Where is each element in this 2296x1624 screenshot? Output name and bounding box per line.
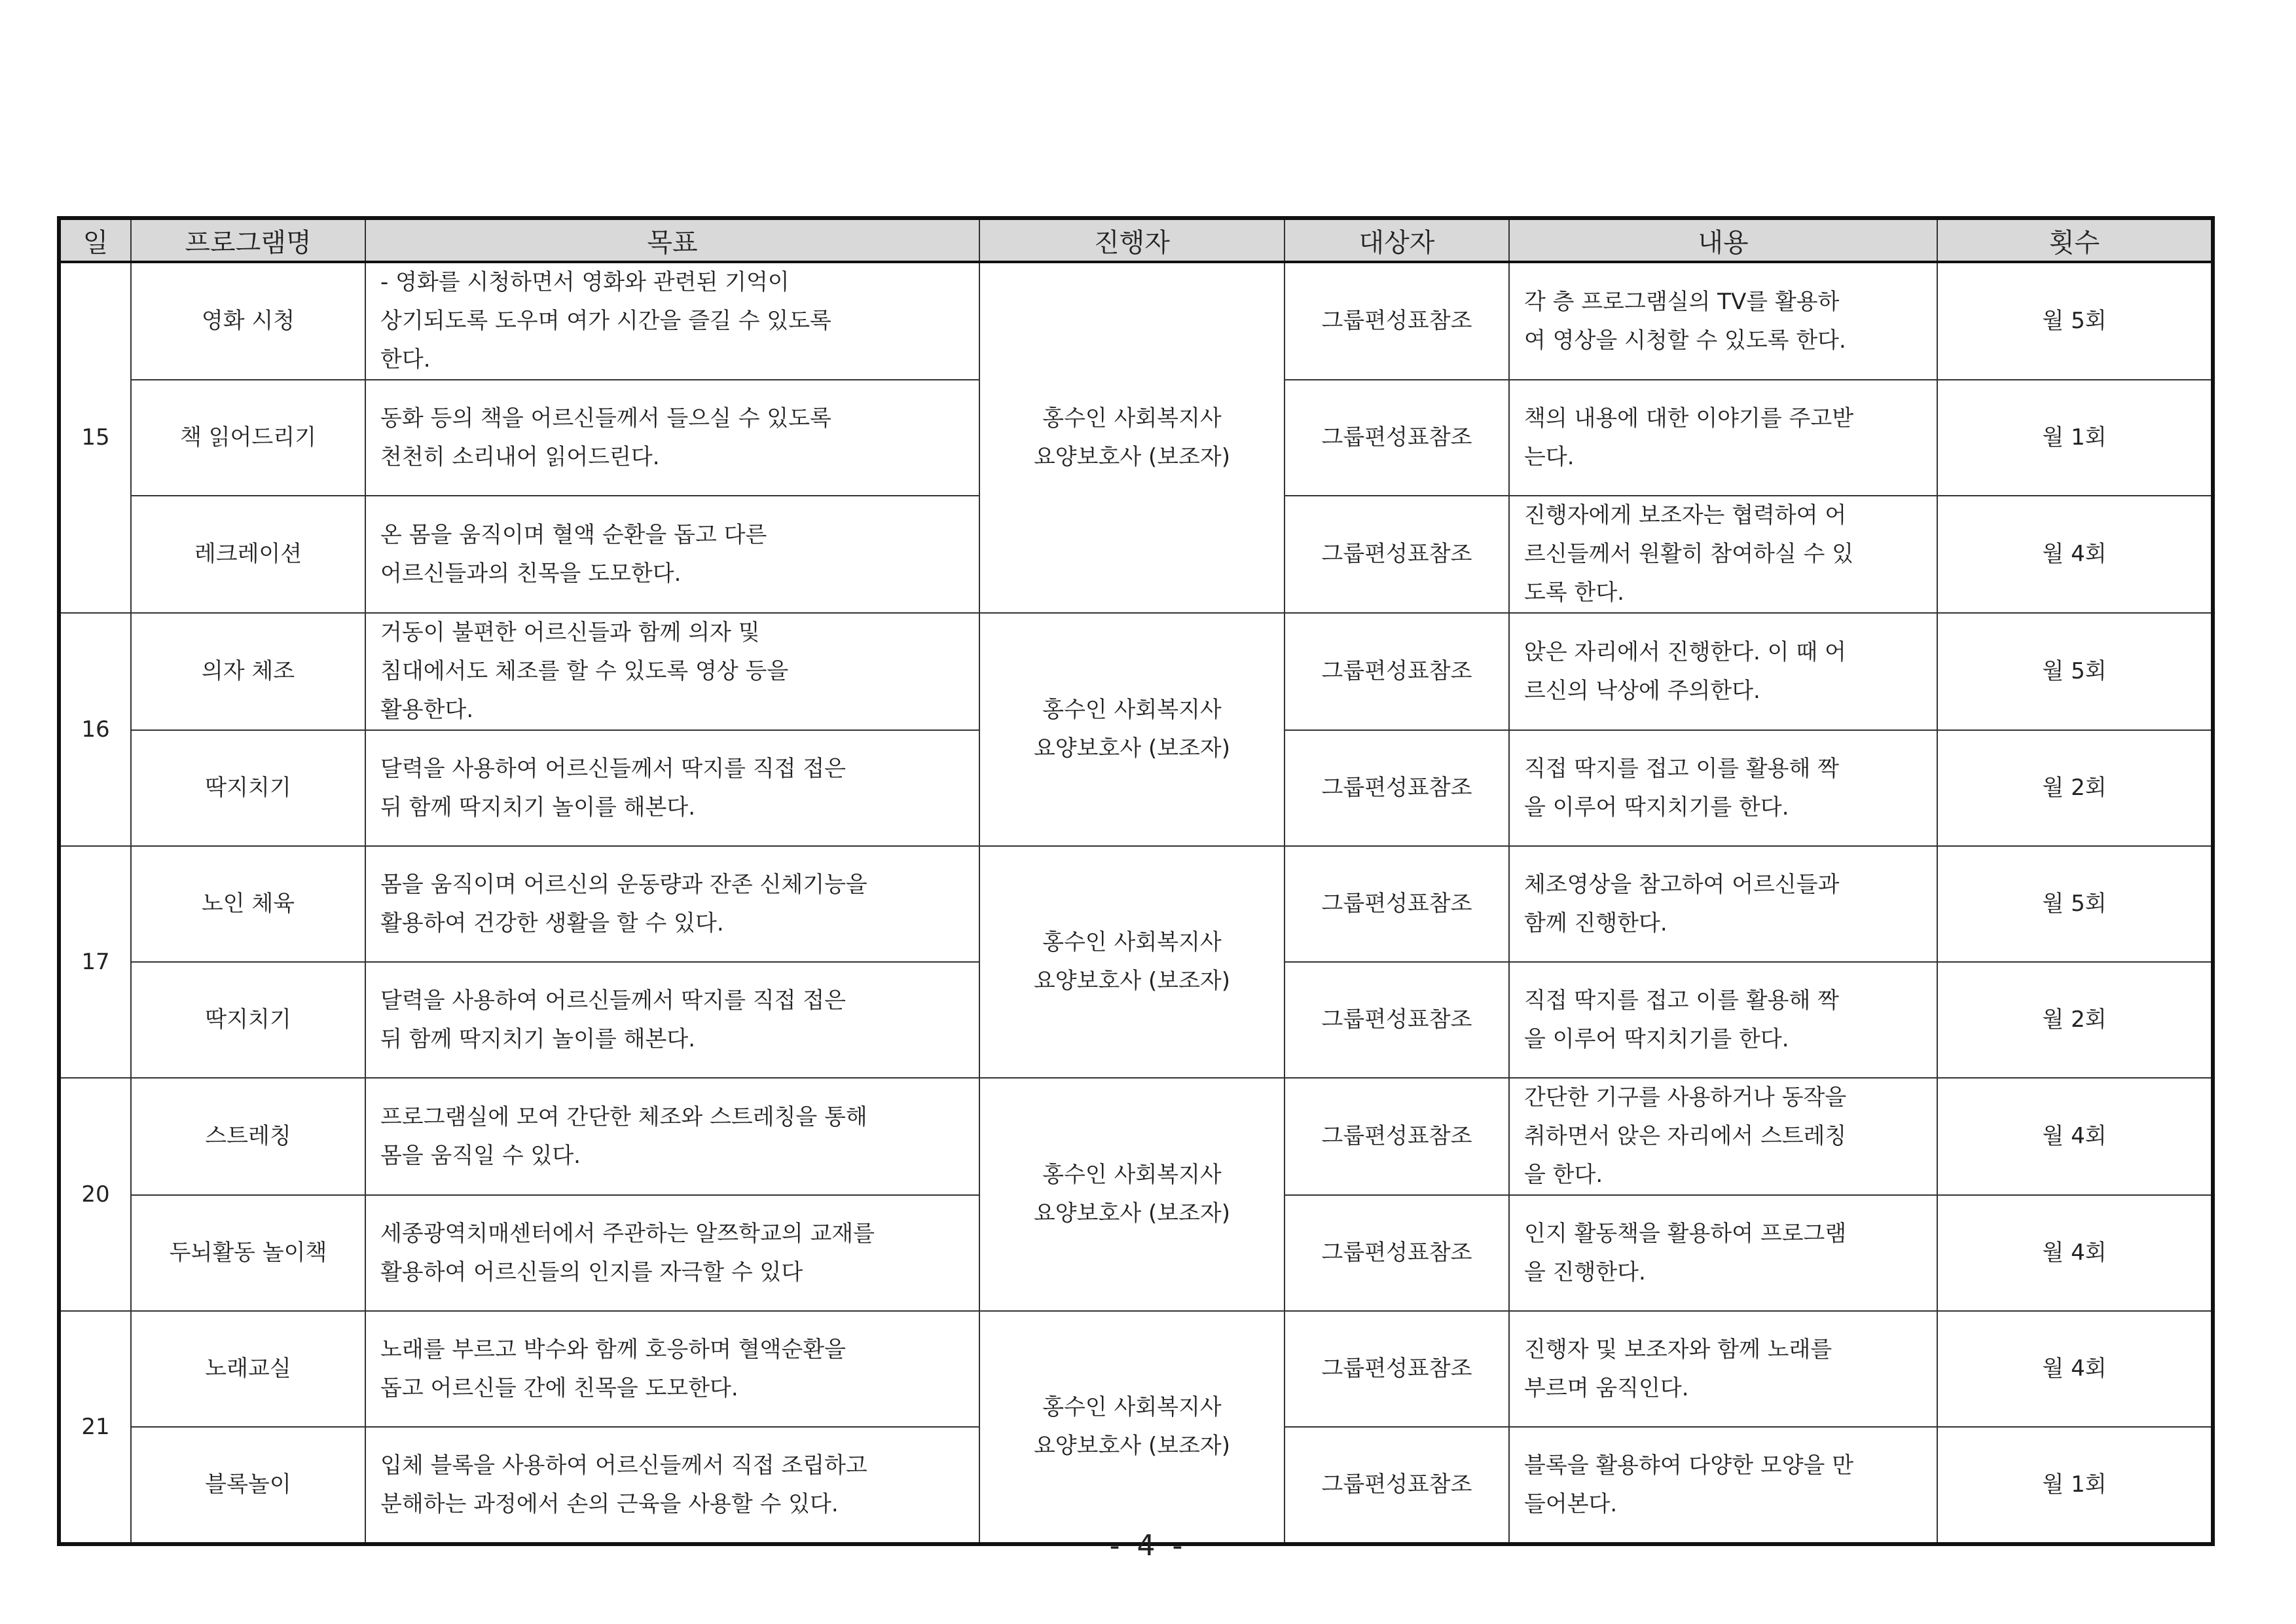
header-count: 횟수 [1937,218,2213,262]
goal-cell: - 영화를 시청하면서 영화와 관련된 기억이 상기되도록 도우며 여가 시간을 즐길 수 있도록 한다. [365,262,979,380]
target-cell: 그룹편성표참조 [1285,1078,1509,1195]
target-cell: 그룹편성표참조 [1285,846,1509,962]
count-cell: 월 4회 [1937,1195,2213,1311]
program-name-cell: 책 읽어드리기 [131,380,365,496]
day-cell: 16 [59,613,131,846]
program-name-cell: 노인 체육 [131,846,365,962]
goal-cell: 달력을 사용하여 어르신들께서 딱지를 직접 접은 뒤 함께 딱지치기 놀이를 해본다. [365,730,979,846]
count-cell: 월 5회 [1937,262,2213,380]
leader-cell: 홍수인 사회복지사 요양보호사 (보조자) [979,1311,1285,1544]
goal-cell: 노래를 부르고 박수와 함께 호응하며 혈액순환을 돕고 어르신들 간에 친목을 도모한다. [365,1311,979,1427]
count-cell: 월 5회 [1937,613,2213,730]
goal-cell: 거동이 불편한 어르신들과 함께 의자 및 침대에서도 체조를 할 수 있도록 영상 등을 활용한다. [365,613,979,730]
target-cell: 그룹편성표참조 [1285,262,1509,380]
program-schedule-table [57,216,2215,1546]
program-name-cell: 노래교실 [131,1311,365,1427]
count-cell: 월 2회 [1937,730,2213,846]
goal-cell: 프로그램실에 모여 간단한 체조와 스트레칭을 통해 몸을 움직일 수 있다. [365,1078,979,1195]
leader-cell: 홍수인 사회복지사 요양보호사 (보조자) [979,613,1285,846]
target-cell: 그룹편성표참조 [1285,380,1509,496]
header-content: 내용 [1509,218,1937,262]
table-row [59,846,2213,962]
leader-cell: 홍수인 사회복지사 요양보호사 (보조자) [979,1078,1285,1311]
header-day: 일 [59,218,131,262]
day-cell: 15 [59,262,131,613]
goal-cell: 동화 등의 책을 어르신들께서 들으실 수 있도록 천천히 소리내어 읽어드린다. [365,380,979,496]
target-cell: 그룹편성표참조 [1285,613,1509,730]
table-row [59,613,2213,730]
content-cell: 진행자 및 보조자와 함께 노래를 부르며 움직인다. [1509,1311,1937,1427]
content-cell: 각 층 프로그램실의 TV를 활용하 여 영상을 시청할 수 있도록 한다. [1509,262,1937,380]
content-cell: 앉은 자리에서 진행한다. 이 때 어 르신의 낙상에 주의한다. [1509,613,1937,730]
header-goal: 목표 [365,218,979,262]
count-cell: 월 2회 [1937,962,2213,1078]
target-cell: 그룹편성표참조 [1285,730,1509,846]
header-row [59,218,2213,262]
header-program-name: 프로그램명 [131,218,365,262]
program-name-cell: 딱지치기 [131,730,365,846]
count-cell: 월 1회 [1937,1427,2213,1544]
content-cell: 인지 활동책을 활용하여 프로그램 을 진행한다. [1509,1195,1937,1311]
count-cell: 월 4회 [1937,1311,2213,1427]
target-cell: 그룹편성표참조 [1285,962,1509,1078]
program-name-cell: 영화 시청 [131,262,365,380]
leader-cell: 홍수인 사회복지사 요양보호사 (보조자) [979,846,1285,1078]
goal-cell: 온 몸을 움직이며 혈액 순환을 돕고 다른 어르신들과의 친목을 도모한다. [365,496,979,613]
program-name-cell: 딱지치기 [131,962,365,1078]
table-row [59,1078,2213,1195]
content-cell: 진행자에게 보조자는 협력하여 어 르신들께서 원활히 참여하실 수 있 도록 한다. [1509,496,1937,613]
target-cell: 그룹편성표참조 [1285,1195,1509,1311]
header-leader: 진행자 [979,218,1285,262]
leader-cell: 홍수인 사회복지사 요양보호사 (보조자) [979,262,1285,613]
content-cell: 블록을 활용햐여 다양한 모양을 만 들어본다. [1509,1427,1937,1544]
goal-cell: 세종광역치매센터에서 주관하는 알쯔학교의 교재를 활용하여 어르신들의 인지를 자극할 수 있다 [365,1195,979,1311]
content-cell: 직접 딱지를 접고 이를 활용해 짝 을 이루어 딱지치기를 한다. [1509,730,1937,846]
day-cell: 17 [59,846,131,1078]
day-cell: 21 [59,1311,131,1544]
program-name-cell: 스트레칭 [131,1078,365,1195]
goal-cell: 달력을 사용하여 어르신들께서 딱지를 직접 접은 뒤 함께 딱지치기 놀이를 해본다. [365,962,979,1078]
count-cell: 월 4회 [1937,1078,2213,1195]
program-name-cell: 레크레이션 [131,496,365,613]
goal-cell: 몸을 움직이며 어르신의 운동량과 잔존 신체기능을 활용하여 건강한 생활을 할 수 있다. [365,846,979,962]
day-cell: 20 [59,1078,131,1311]
count-cell: 월 4회 [1937,496,2213,613]
table-row [59,262,2213,380]
header-target: 대상자 [1285,218,1509,262]
target-cell: 그룹편성표참조 [1285,1311,1509,1427]
target-cell: 그룹편성표참조 [1285,1427,1509,1544]
program-name-cell: 블록놀이 [131,1427,365,1544]
count-cell: 월 5회 [1937,846,2213,962]
count-cell: 월 1회 [1937,380,2213,496]
content-cell: 직접 딱지를 접고 이를 활용해 짝 을 이루어 딱지치기를 한다. [1509,962,1937,1078]
table-row [59,1311,2213,1427]
content-cell: 체조영상을 참고하여 어르신들과 함께 진행한다. [1509,846,1937,962]
program-name-cell: 의자 체조 [131,613,365,730]
content-cell: 책의 내용에 대한 이야기를 주고받 는다. [1509,380,1937,496]
goal-cell: 입체 블록을 사용하여 어르신들께서 직접 조립하고 분해하는 과정에서 손의 근육을 사용할 수 있다. [365,1427,979,1544]
content-cell: 간단한 기구를 사용하거나 동작을 취하면서 앉은 자리에서 스트레칭 을 한다. [1509,1078,1937,1195]
page-number: - 4 - [1109,1529,1187,1562]
program-name-cell: 두뇌활동 놀이책 [131,1195,365,1311]
target-cell: 그룹편성표참조 [1285,496,1509,613]
